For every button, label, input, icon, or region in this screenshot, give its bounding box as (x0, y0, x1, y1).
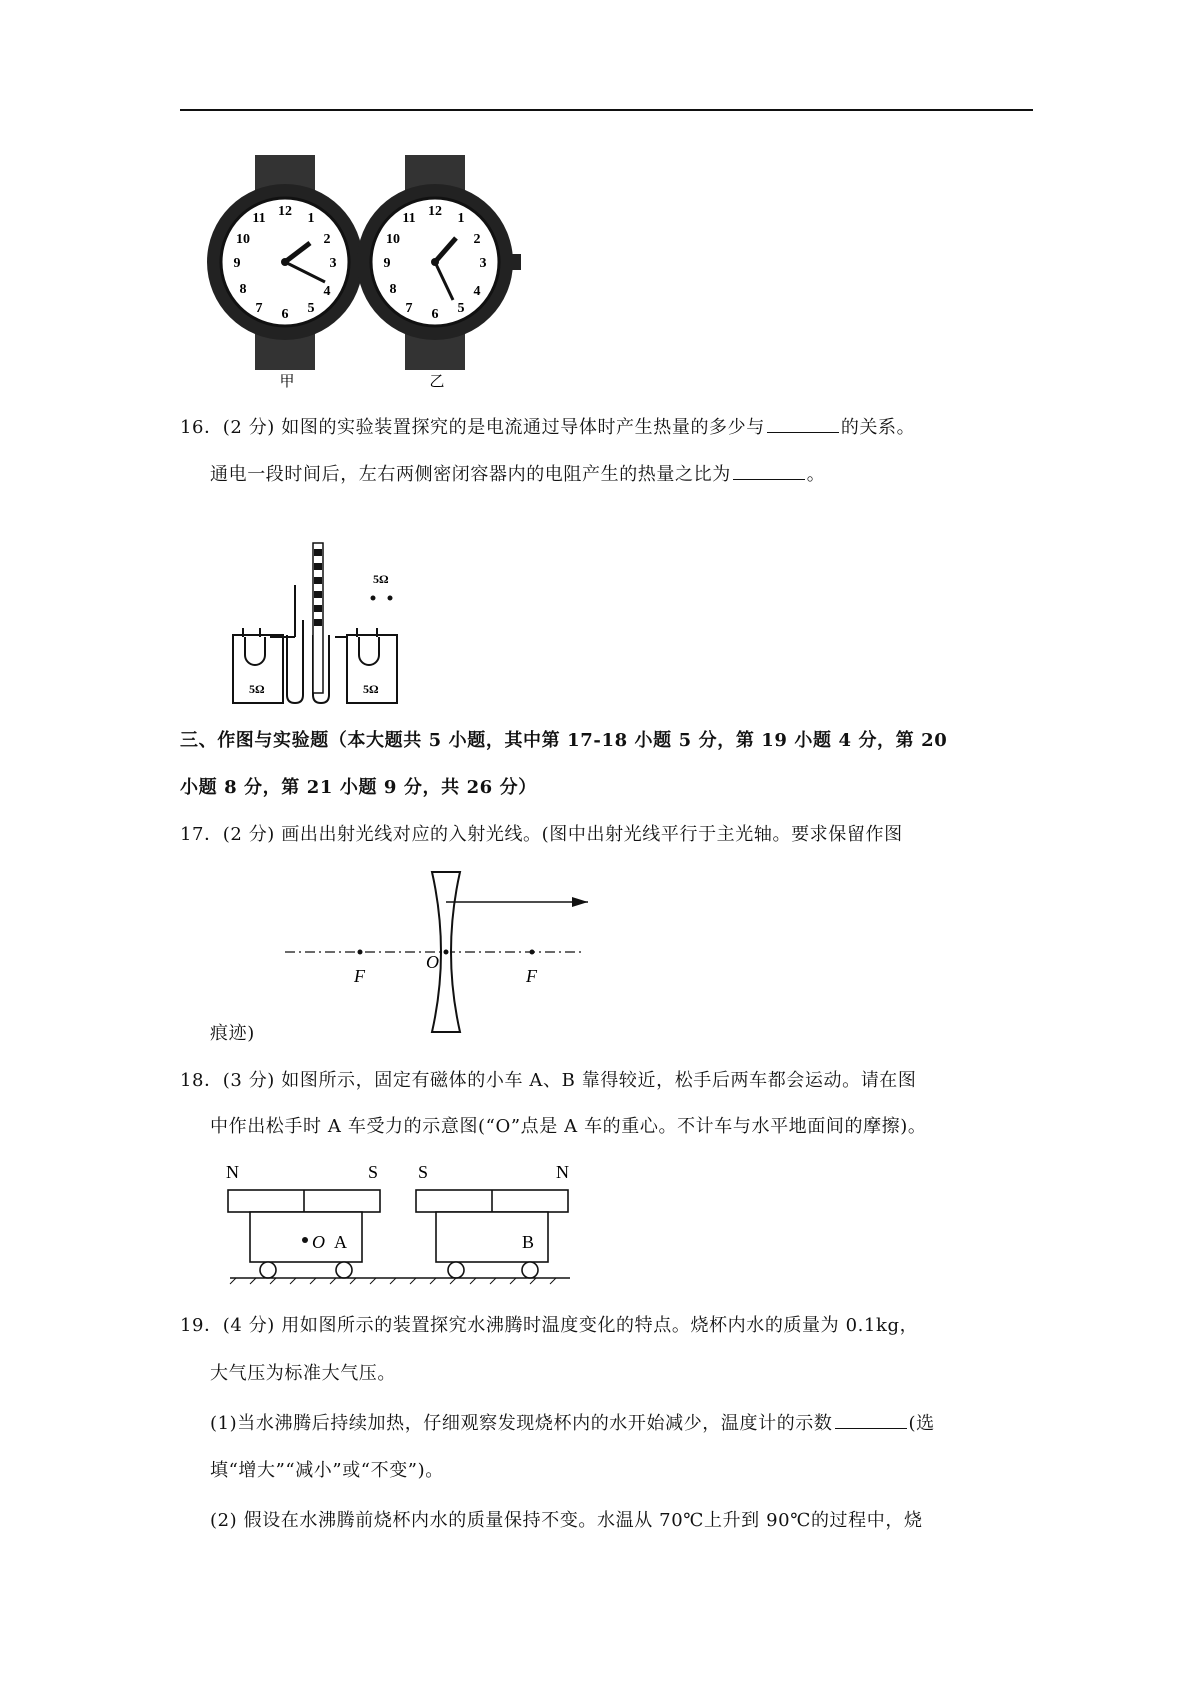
cart-b (416, 1190, 568, 1278)
svg-text:8: 8 (239, 282, 247, 297)
svg-text:3: 3 (479, 256, 487, 271)
cart-a (228, 1190, 380, 1278)
center-of-gravity-label: O (312, 1232, 325, 1252)
svg-text:5: 5 (307, 301, 315, 316)
q19-sub1-line2: 填“增大”“减小”或“不变”)。 (210, 1460, 444, 1481)
watch-left-label: 甲 (279, 374, 295, 390)
watch-right-label: 乙 (429, 374, 445, 390)
svg-text:1: 1 (307, 211, 315, 226)
magnet-a-s-label: S (368, 1162, 379, 1182)
magnet-b-n-label: N (556, 1162, 569, 1182)
section3-line2: 小题 8 分，第 21 小题 9 分，共 26 分） (180, 777, 537, 798)
lens-center-label: O (426, 952, 439, 972)
q16-line2: 通电一段时间后，左右两侧密闭容器内的电阻产生的热量之比为 。 (210, 461, 825, 488)
q19-sub1-line1: (1)当水沸腾后持续加热，仔细观察发现烧杯内的水开始减少，温度计的示数 (选 (210, 1410, 935, 1437)
svg-text:6: 6 (281, 307, 289, 322)
left-resistor-label: 5Ω (249, 682, 265, 696)
heat-apparatus-figure (225, 525, 425, 705)
q18-line2: 中作出松手时 A 车受力的示意图(“O”点是 A 车的重心。不计车与水平地面间的摩擦)。 (210, 1116, 927, 1137)
svg-text:10: 10 (236, 232, 250, 247)
q19-sub2-line1: (2) 假设在水沸腾前烧杯内水的质量保持不变。水温从 70℃上升到 90℃的过程中，烧 (210, 1510, 923, 1531)
right-resistor-label: 5Ω (363, 682, 379, 696)
svg-text:6: 6 (431, 307, 439, 322)
svg-text:11: 11 (252, 211, 266, 226)
q19-line2: 大气压为标准大气压。 (210, 1363, 396, 1384)
center-of-gravity-dot (302, 1237, 308, 1243)
ground-hatch (230, 1278, 556, 1284)
q16-line1: 16．(2 分) 如图的实验装置探究的是电流通过导体时产生热量的多少与 的关系。 (180, 414, 915, 441)
watch-left (207, 155, 371, 370)
svg-text:2: 2 (323, 232, 331, 247)
scale-ruler (313, 543, 323, 693)
svg-text:11: 11 (402, 211, 416, 226)
section3-line1: 三、作图与实验题（本大题共 5 小题，其中第 17-18 小题 5 分，第 19 小题 4 分，第 20 (180, 730, 948, 751)
watches-figure (205, 150, 525, 390)
svg-text:5: 5 (457, 301, 465, 316)
q17-line2: 痕迹) (210, 1023, 255, 1044)
magnet-b-s-label: S (418, 1162, 429, 1182)
svg-text:7: 7 (255, 301, 263, 316)
lens-figure (280, 860, 600, 1045)
ray-arrow-icon (572, 897, 588, 907)
q17-line1: 17．(2 分) 画出出射光线对应的入射光线。(图中出射光线平行于主光轴。要求保留作图 (180, 824, 903, 845)
top-rule (180, 109, 1033, 111)
svg-text:7: 7 (405, 301, 413, 316)
cart-b-label: B (522, 1232, 535, 1252)
parallel-resistor (371, 572, 393, 601)
q16-blank-2 (733, 461, 805, 480)
q16-blank-1 (767, 414, 839, 433)
svg-text:4: 4 (323, 284, 331, 299)
svg-text:9: 9 (233, 256, 241, 271)
carts-figure (220, 1160, 580, 1285)
q18-line1: 18．(3 分) 如图所示，固定有磁体的小车 A、B 靠得较近，松手后两车都会运动。请在图 (180, 1070, 917, 1091)
cart-a-label: A (334, 1232, 347, 1252)
svg-text:4: 4 (473, 284, 481, 299)
svg-text:1: 1 (457, 211, 465, 226)
svg-text:8: 8 (389, 282, 397, 297)
watch-right (357, 155, 521, 370)
svg-text:3: 3 (329, 256, 337, 271)
svg-text:12: 12 (428, 204, 442, 219)
svg-text:2: 2 (473, 232, 481, 247)
svg-text:5Ω: 5Ω (373, 572, 389, 586)
magnet-a-n-label: N (226, 1162, 239, 1182)
svg-text:10: 10 (386, 232, 400, 247)
svg-text:12: 12 (278, 204, 292, 219)
focus-right-label: F (526, 966, 537, 986)
focus-left-label: F (354, 966, 365, 986)
svg-text:9: 9 (383, 256, 391, 271)
q19-line1: 19．(4 分) 用如图所示的装置探究水沸腾时温度变化的特点。烧杯内水的质量为 0.1kg， (180, 1315, 919, 1336)
q19-blank-1 (835, 1410, 907, 1429)
